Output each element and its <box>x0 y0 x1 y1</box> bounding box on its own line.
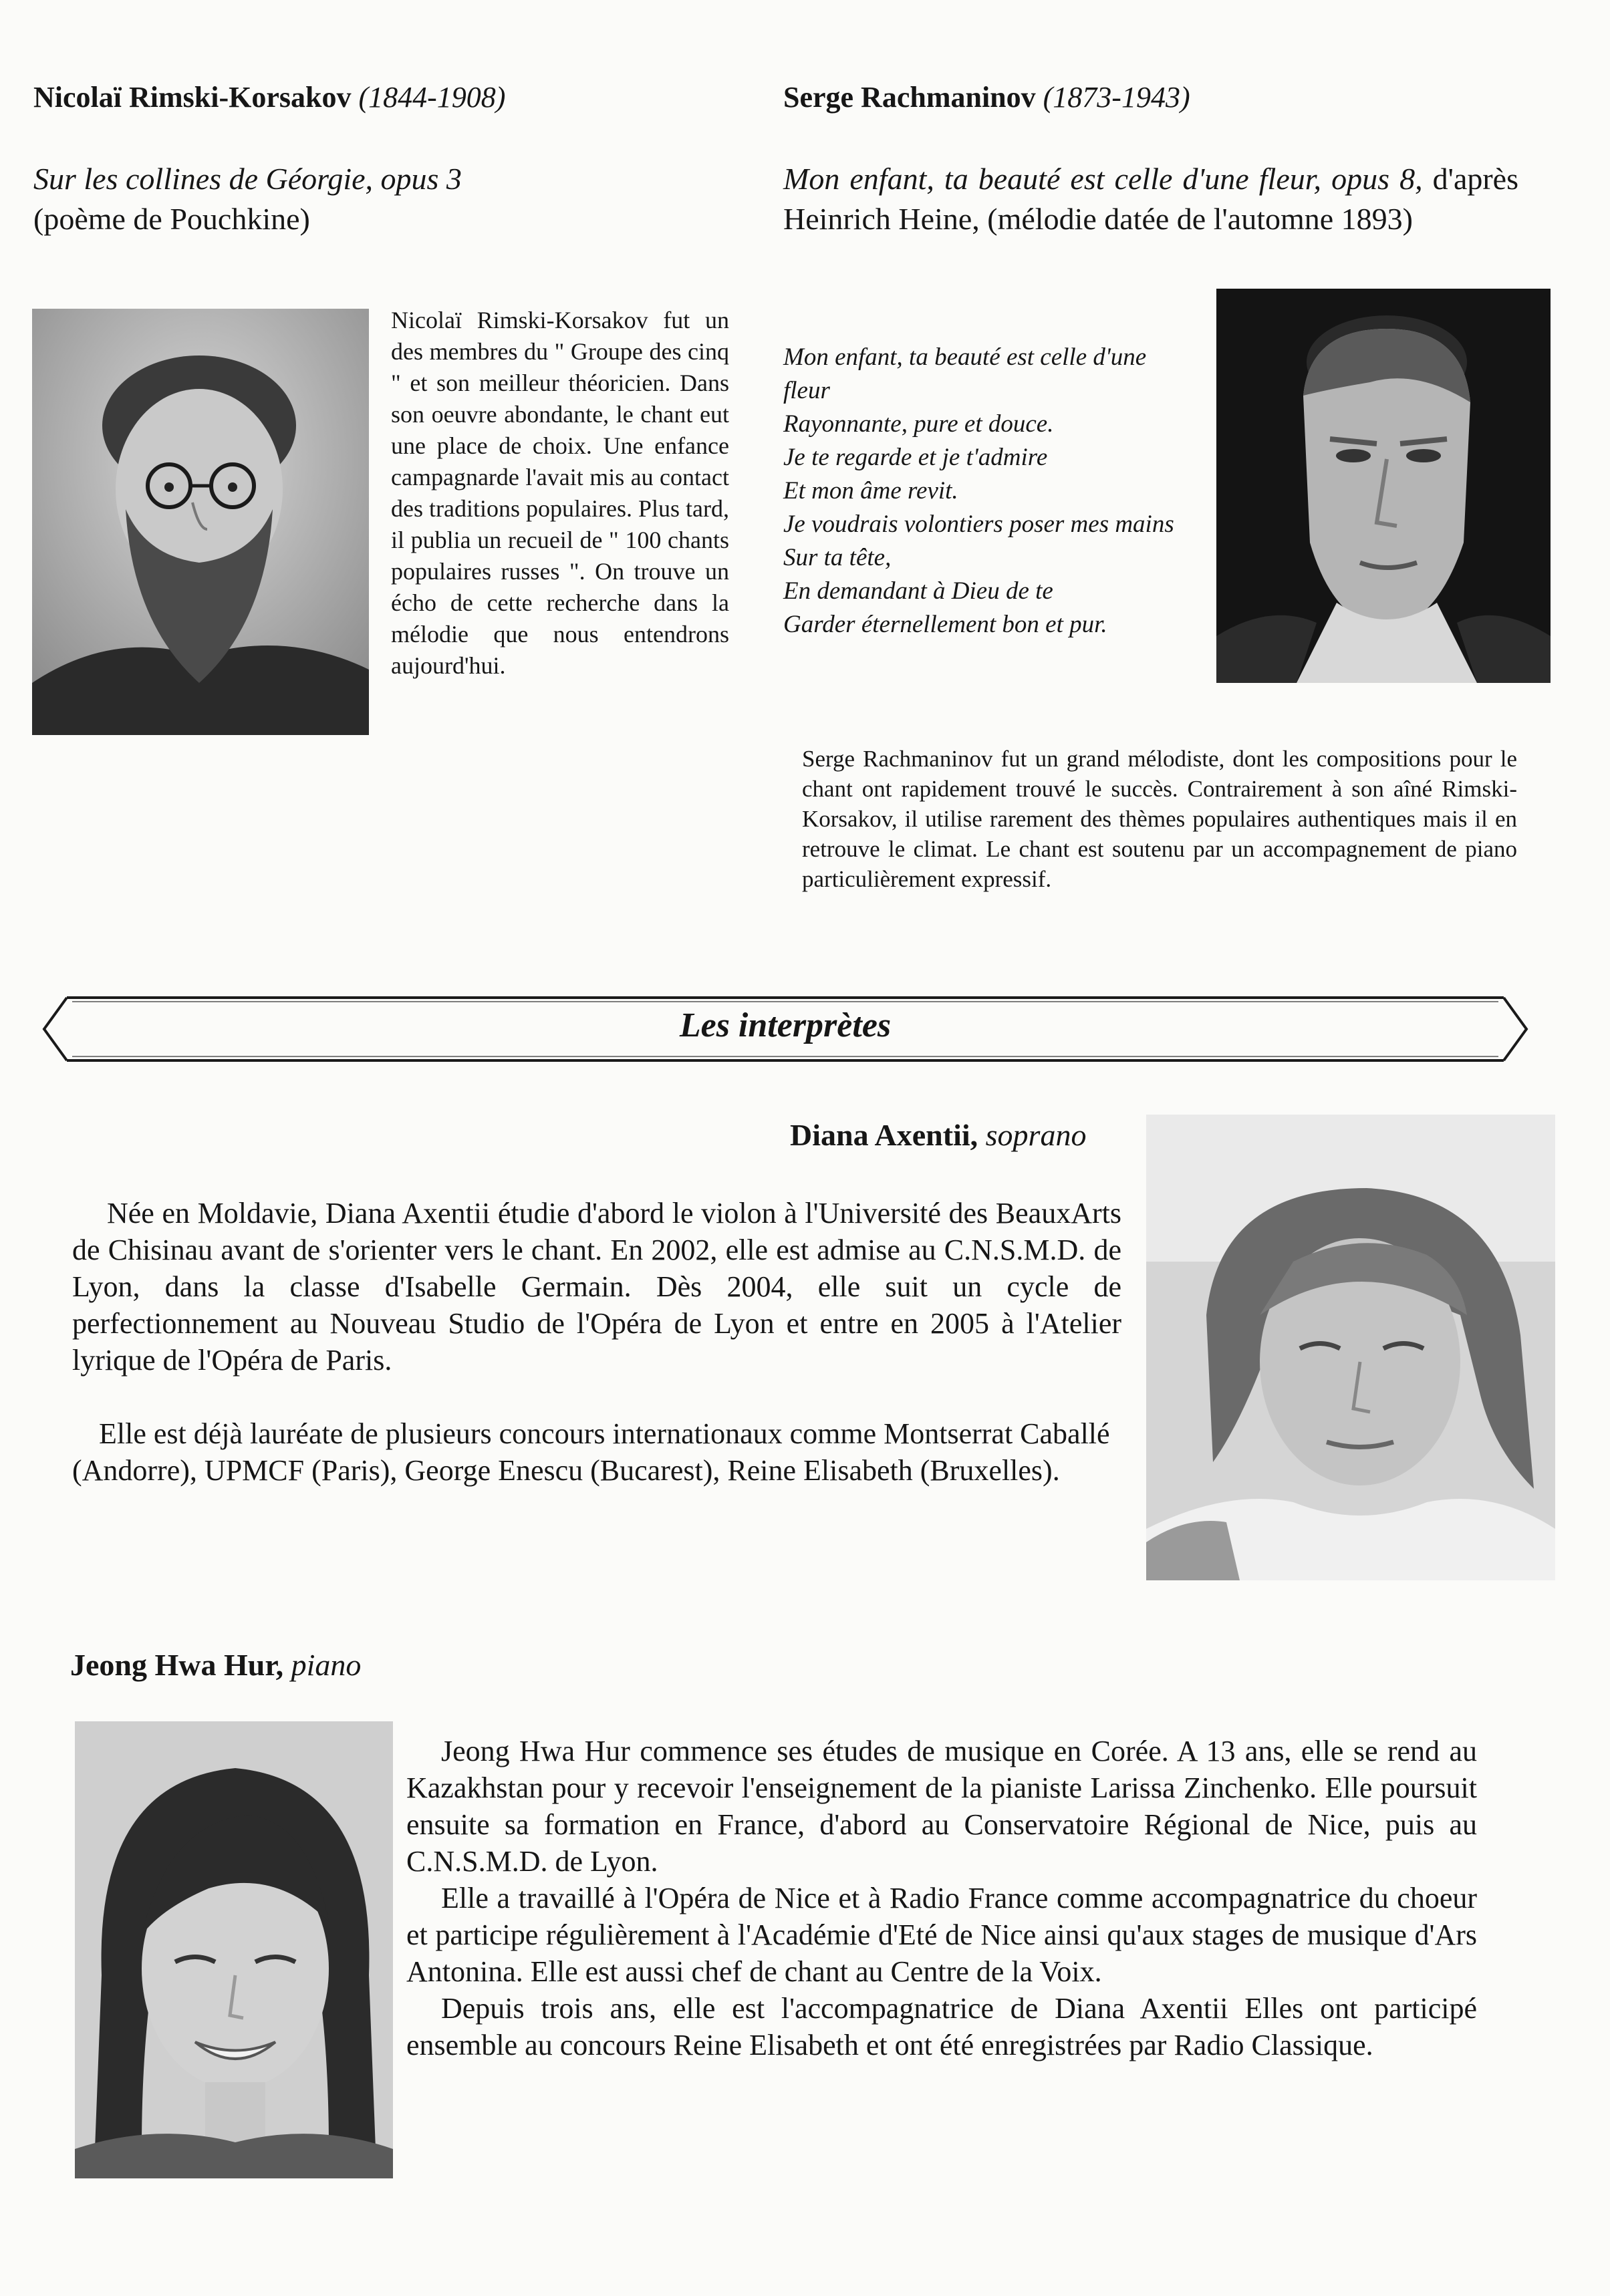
poem-line: Et mon âme revit. <box>783 477 958 505</box>
performer-name: Diana Axentii <box>790 1118 970 1152</box>
rachmaninov-poem <box>783 341 1198 641</box>
diana-bio <box>72 1195 1121 1379</box>
bio-paragraph: Née en Moldavie, Diana Axentii étudie d'abord le violon à l'Université des BeauxArts de Chisinau avant de s'orienter vers le chant. En 2002, elle est admise au C.N.S.M.D. de Lyon, dans la classe d'Isabelle Germain. Dès 2004, elle suit un cycle de perfectionnement au Nouveau Studio de l'Opéra de Lyon et entre en 2005 à l'Atelier lyrique de l'Opéra de Paris. <box>72 1197 1121 1377</box>
work-title: Sur les collines de Géorgie, opus 3 <box>33 162 462 196</box>
performer-heading-diana: Diana Axentii, soprano <box>790 1118 1087 1152</box>
composer-name: Nicolaï Rimski-Korsakov <box>33 81 352 114</box>
jeong-hwa-hur-photo <box>75 1721 393 2178</box>
composer-heading-rimski <box>33 80 769 114</box>
poem-line: En demandant à Dieu de te <box>783 577 1053 605</box>
performer-role: piano <box>291 1648 362 1682</box>
section-title: Les interprètes <box>679 1006 892 1044</box>
rachmaninov-bio: Serge Rachmaninov fut un grand mélodiste, dont les compositions pour le chant ont rapidement trouvé le succès. Contrairement à son aîné Rimski-Korsakov, il utilise rarement des thèmes populaires authentiques mais il en retrouve le climat. Le chant est soutenu par un accompagnement de piano particulièrement expressif. <box>802 746 1517 892</box>
composer-heading-rachmaninov <box>783 80 1552 114</box>
bio-paragraph: Depuis trois ans, elle est l'accompagnatrice de Diana Axentii Elles ont participé ensemble au concours Reine Elisabeth et ont été enregistrées par Radio Classique. <box>406 1992 1477 2061</box>
performer-role: soprano <box>985 1118 1087 1152</box>
composer-dates: (1873-1943) <box>1043 81 1190 114</box>
work-subtitle: (poème de Pouchkine) <box>33 202 310 236</box>
work-title-rachmaninov <box>783 159 1518 239</box>
performer-name: Jeong Hwa Hur <box>70 1648 276 1682</box>
composer-dates: (1844-1908) <box>358 81 506 114</box>
work-title-rimski <box>33 159 769 239</box>
section-banner <box>40 992 1530 1066</box>
poem-line: Garder éternellement bon et pur. <box>783 611 1107 638</box>
bio-paragraph: Elle est déjà lauréate de plusieurs concours internationaux comme Montserrat Caballé (Andorre), UPMCF (Paris), George Enescu (Bucarest), Reine Elisabeth (Bruxelles). <box>72 1417 1110 1487</box>
performer-heading-jeong: Jeong Hwa Hur, piano <box>70 1648 362 1682</box>
poem-line: Je voudrais volontiers poser mes mains <box>783 511 1174 538</box>
diana-axentii-photo <box>1146 1115 1555 1580</box>
poem-line: Sur ta tête, <box>783 544 892 571</box>
rimski-korsakov-portrait <box>32 309 369 735</box>
poem-line: Je te regarde et je t'admire <box>783 444 1048 471</box>
poem-line: Rayonnante, pure et douce. <box>783 410 1054 438</box>
work-title: Mon enfant, ta beauté est celle d'une fleur, opus 8, <box>783 162 1423 196</box>
rachmaninov-portrait <box>1216 289 1551 683</box>
work-subtitle: d'après Heinrich Heine, (mélodie datée de l'automne 1893) <box>783 162 1518 236</box>
rimski-bio: Nicolaï Rimski-Korsakov fut un des membres du " Groupe des cinq " et son meilleur théoricien. Dans son oeuvre abondante, le chant eut une place de choix. Une enfance campagnarde l'avait mis au contact des traditions populaires. Plus tard, il publia un recueil de " 100 chants populaires russes ". On trouve un écho de cette recherche dans la mélodie que nous entendrons aujourd'hui. <box>391 307 729 679</box>
bio-paragraph: Jeong Hwa Hur commence ses études de musique en Corée. A 13 ans, elle se rend au Kazakhstan pour y recevoir l'enseignement de la pianiste Larissa Zinchenko. Elle poursuit ensuite sa formation en France, d'abord au Conservatoire Régional de Nice, puis au C.N.S.M.D. de Lyon. <box>406 1735 1477 1878</box>
diana-awards <box>72 1415 1115 1489</box>
bio-paragraph: Elle a travaillé à l'Opéra de Nice et à Radio France comme accompagnatrice du choeur et participe régulièrement à l'Académie d'Eté de Nice ainsi qu'aux stages de musique d'Ars Antonina. Elle est aussi chef de chant au Centre de la Voix. <box>406 1882 1477 1988</box>
poem-line: Mon enfant, ta beauté est celle d'une fleur <box>783 343 1147 404</box>
composer-name: Serge Rachmaninov <box>783 81 1036 114</box>
jeong-bio <box>406 1733 1477 2063</box>
